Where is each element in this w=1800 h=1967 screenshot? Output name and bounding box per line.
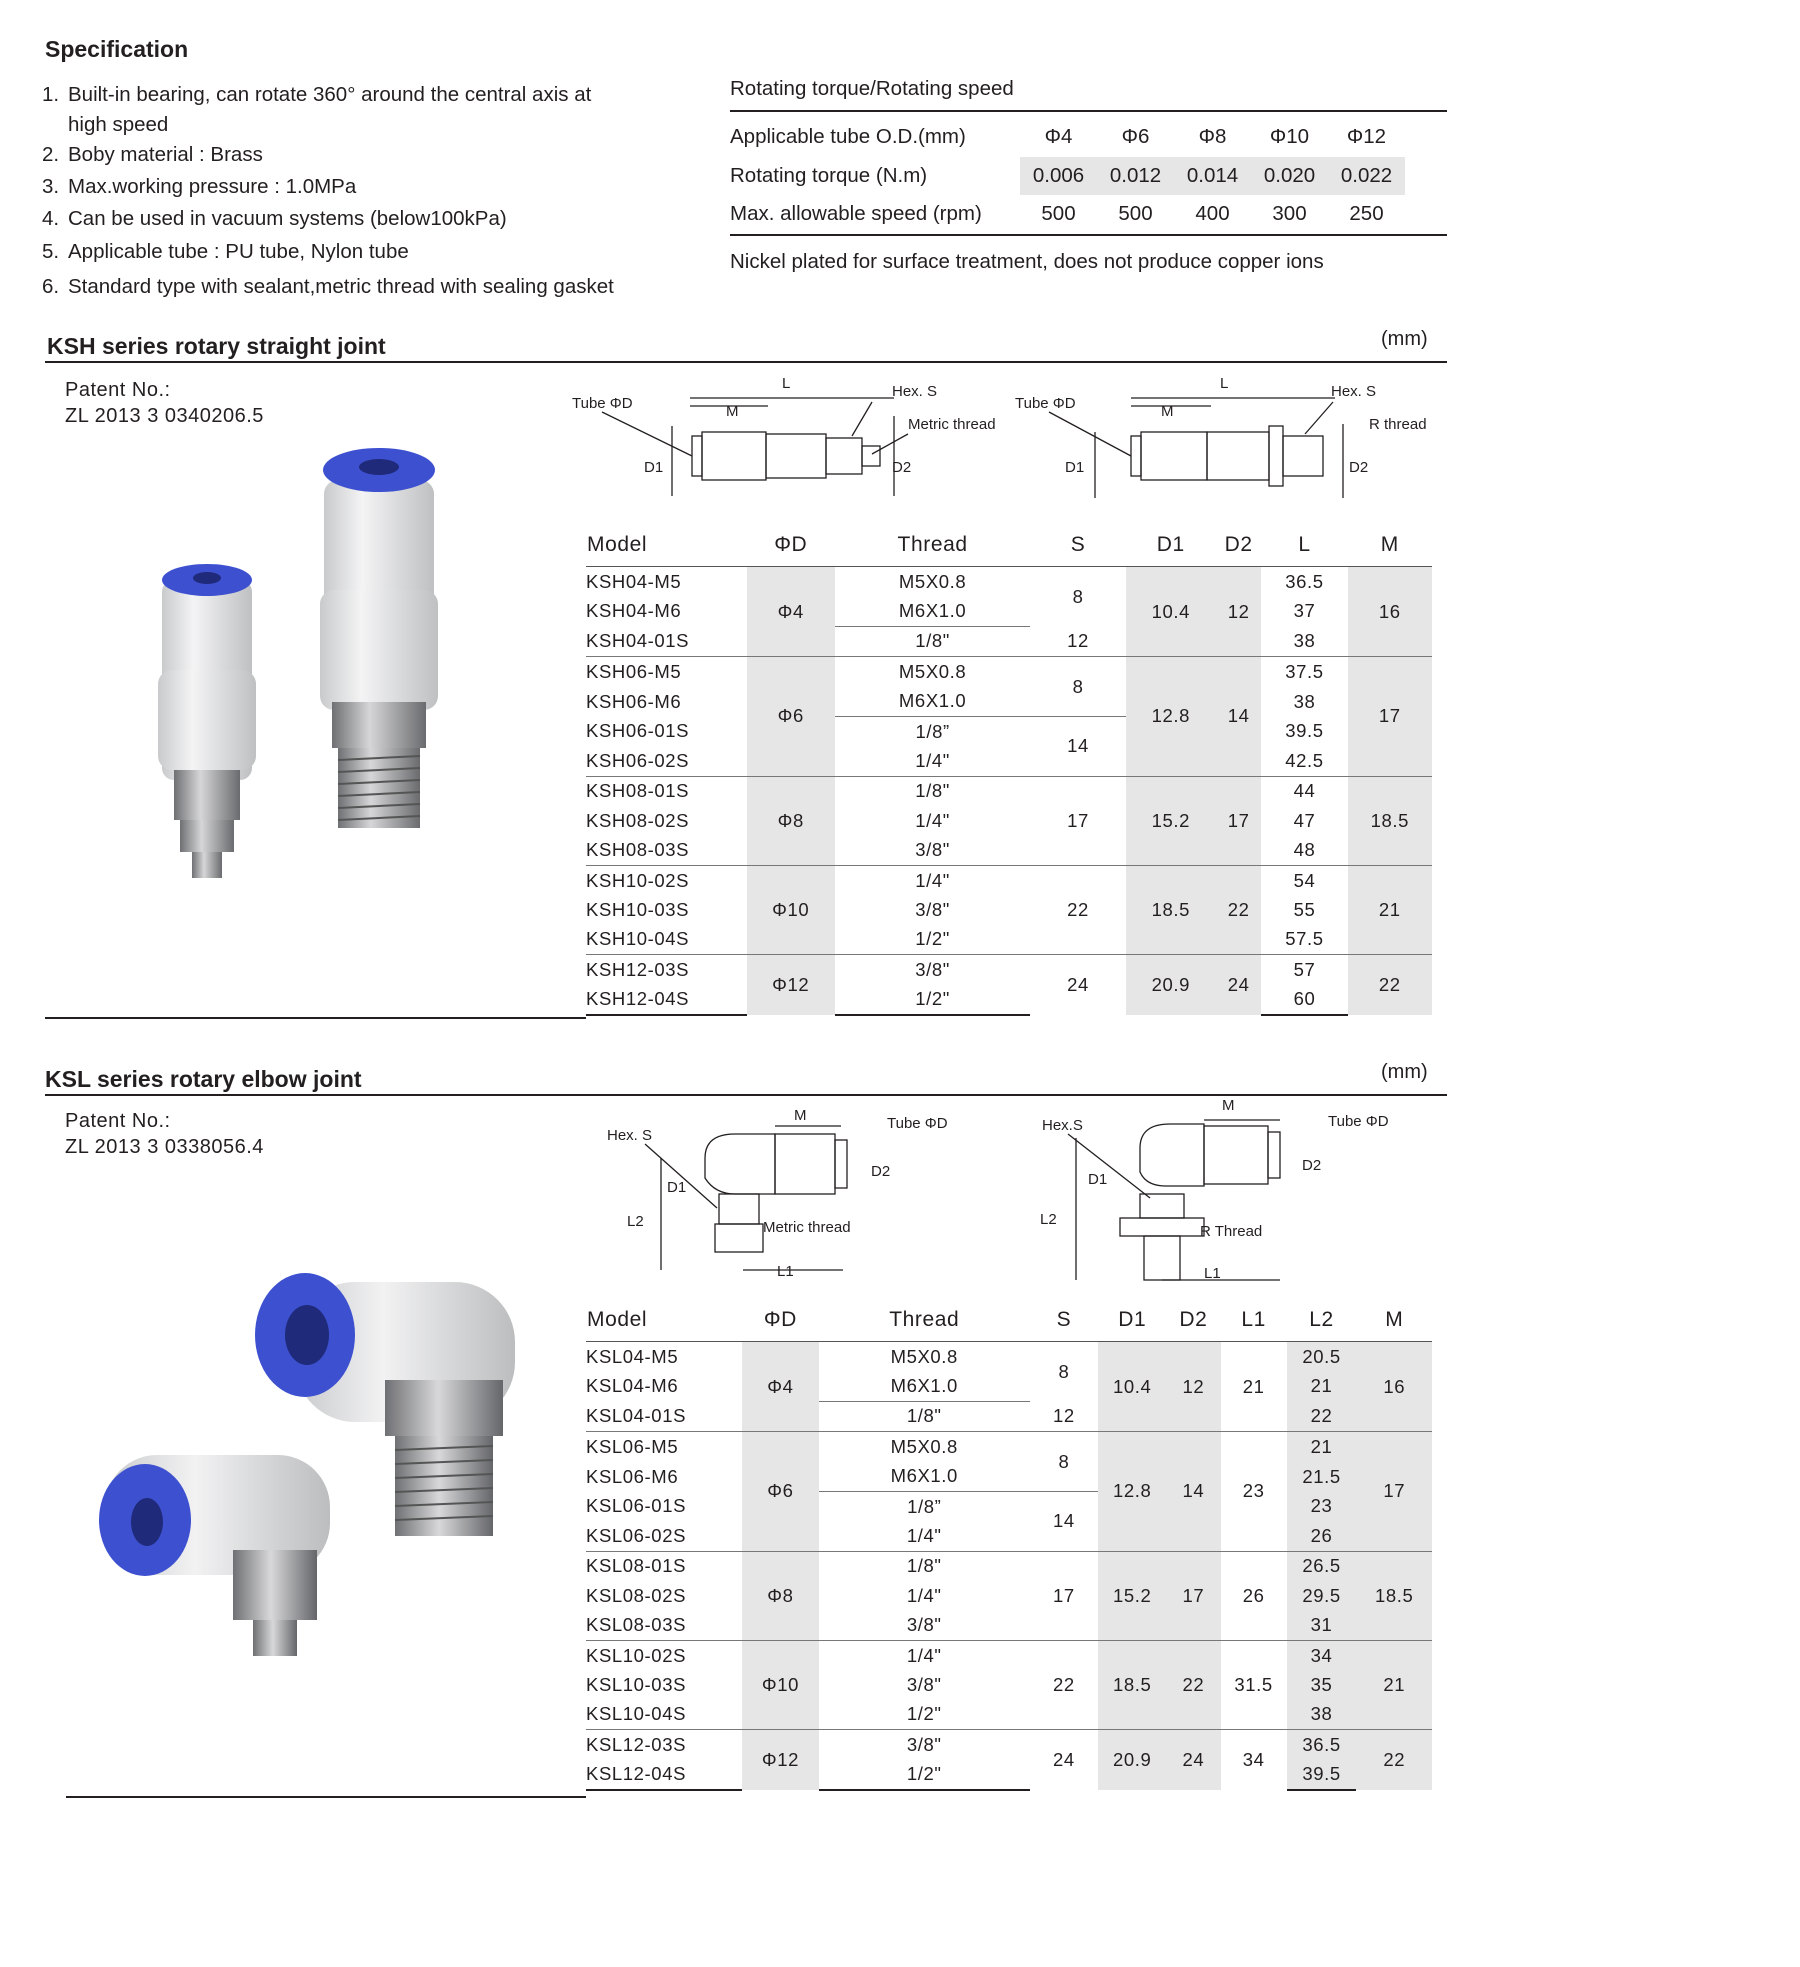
- table-cell: 37.5: [1261, 657, 1347, 687]
- spec-item-3: 3. Max.working pressure : 1.0MPa: [42, 175, 357, 198]
- table-cell: 18.5: [1348, 776, 1432, 865]
- table-cell: 24: [1216, 955, 1261, 1015]
- table-row: [586, 984, 1432, 1014]
- table-cell: 8: [1030, 1342, 1099, 1402]
- table-row: [586, 1640, 1432, 1670]
- table-cell: 1/8": [819, 1551, 1029, 1581]
- table-cell: 22: [1030, 865, 1125, 954]
- table-cell: KSH08-03S: [586, 839, 690, 861]
- ksl-spec-table: [586, 1299, 1432, 1791]
- table-cell: 1/4": [835, 865, 1031, 895]
- diagram-label: L1: [777, 1263, 794, 1280]
- table-cell: 44: [1261, 776, 1347, 806]
- ksh-product-photo: [140, 440, 470, 920]
- table-cell: 14: [1166, 1432, 1220, 1552]
- table-cell: KSH12-04S: [586, 984, 747, 1014]
- diagram-label: M: [1161, 403, 1174, 420]
- table-cell: 34: [1221, 1730, 1287, 1790]
- table-cell: 17: [1348, 657, 1432, 777]
- table-cell: 22: [1287, 1401, 1357, 1431]
- table-cell: 8: [1030, 567, 1125, 627]
- table-cell: 400: [1195, 202, 1230, 226]
- table-cell: Rotating torque (N.m): [730, 163, 928, 187]
- table-cell: 60: [1261, 984, 1347, 1014]
- table-cell: 12: [1067, 630, 1089, 652]
- ksl-product-photo: [95, 1230, 535, 1670]
- table-row: [586, 1551, 1432, 1581]
- ksl-diagram-r-thread: [1040, 1098, 1440, 1288]
- table-cell: KSH10-04S: [586, 928, 690, 950]
- table-row: [586, 746, 1432, 776]
- table-cell: KSL08-03S: [586, 1614, 687, 1636]
- table-cell: 3/8": [906, 1673, 942, 1695]
- table-row: [586, 657, 1432, 687]
- table-cell: 8: [1030, 657, 1125, 717]
- table-cell: 500: [1041, 202, 1076, 226]
- diagram-label: Hex. S: [1331, 383, 1377, 400]
- table-cell: KSH06-M6: [586, 690, 682, 712]
- table-cell: KSL10-03S: [586, 1673, 687, 1695]
- spec-item-5: 5. Applicable tube : PU tube, Nylon tube: [42, 240, 409, 263]
- diagram-label: R thread: [1369, 416, 1427, 433]
- diagram-label: Metric thread: [763, 1219, 851, 1236]
- table-cell: 26: [1287, 1521, 1357, 1551]
- rotating-row-torque: [730, 157, 1405, 196]
- table-cell: 0.014: [1174, 157, 1251, 196]
- table-row: [586, 1700, 1432, 1730]
- table-cell: Model: [586, 524, 747, 567]
- table-cell: Φ8: [1198, 125, 1227, 149]
- table-cell: 8: [1030, 1432, 1099, 1492]
- table-cell: 34: [1287, 1640, 1357, 1670]
- table-cell: 24: [1030, 1730, 1099, 1790]
- table-cell: 23: [1287, 1491, 1357, 1521]
- ksh-diagram-r-thread: [1015, 376, 1455, 506]
- spec-item-6: 6. Standard type with sealant,metric thread with sealing gasket: [42, 275, 614, 298]
- table-cell: 39.5: [1287, 1759, 1357, 1789]
- table-cell: KSH06-01S: [586, 720, 690, 742]
- table-cell: KSH04-01S: [586, 630, 690, 652]
- table-cell: Applicable tube O.D.(mm): [730, 125, 966, 149]
- table-row: [586, 806, 1432, 835]
- diagram-label: D1: [644, 459, 664, 476]
- table-cell: 38: [1287, 1700, 1357, 1730]
- table-cell: 250: [1349, 202, 1384, 226]
- diagram-label: M: [726, 403, 739, 420]
- table-cell: KSH06-02S: [586, 750, 690, 772]
- rotating-note: Nickel plated for surface treatment, does not produce copper ions: [730, 250, 1324, 273]
- diagram-label: D2: [1349, 459, 1369, 476]
- table-cell: 22: [1356, 1730, 1432, 1790]
- table-cell: 12: [1216, 567, 1261, 657]
- table-row: [586, 1342, 1432, 1372]
- table-cell: KSH04-M5: [586, 567, 747, 597]
- table-cell: KSL06-01S: [586, 1495, 687, 1517]
- table-row: [586, 626, 1432, 656]
- table-row: [586, 865, 1432, 895]
- table-cell: 42.5: [1285, 750, 1324, 772]
- table-cell: Φ12: [1346, 125, 1387, 149]
- table-cell: Model: [586, 1299, 742, 1342]
- table-row: [586, 716, 1432, 746]
- table-cell: Φ8: [742, 1551, 819, 1640]
- table-row: [586, 1432, 1432, 1462]
- table-cell: M6X1.0: [819, 1371, 1029, 1401]
- table-cell: 31: [1287, 1611, 1357, 1641]
- table-cell: 300: [1272, 202, 1307, 226]
- table-cell: Φ6: [1121, 125, 1150, 149]
- table-cell: 26.5: [1287, 1551, 1357, 1581]
- table-cell: 16: [1348, 567, 1432, 657]
- table-cell: KSL08-02S: [586, 1584, 687, 1606]
- table-cell: KSL10-04S: [586, 1703, 687, 1725]
- table-cell: 47: [1293, 809, 1316, 831]
- diagram-label: D1: [667, 1179, 687, 1196]
- table-row: [586, 1491, 1432, 1521]
- table-cell: L: [1261, 524, 1347, 567]
- table-cell: 10.4: [1126, 567, 1216, 657]
- table-cell: 0.020: [1251, 157, 1328, 196]
- table-cell: 35: [1287, 1670, 1357, 1699]
- ksh-title: KSH series rotary straight joint: [47, 333, 386, 359]
- table-cell: 12.8: [1126, 657, 1216, 777]
- table-cell: 0.022: [1328, 157, 1405, 196]
- table-row: [586, 1521, 1432, 1551]
- table-row: [586, 836, 1432, 866]
- table-cell: 3/8": [915, 898, 950, 920]
- spec-heading: Specification: [45, 36, 189, 62]
- table-cell: 1/8”: [907, 1495, 942, 1517]
- table-cell: 1/2": [906, 1703, 942, 1725]
- table-cell: KSH08-01S: [586, 776, 747, 806]
- table-cell: Thread: [819, 1299, 1029, 1342]
- table-cell: M: [1356, 1299, 1432, 1342]
- table-cell: KSL04-M5: [586, 1342, 742, 1372]
- table-cell: 37: [1293, 600, 1316, 622]
- ksh-title-rule: [45, 361, 1447, 363]
- diagram-label: L: [1220, 376, 1229, 392]
- table-cell: 1/2": [835, 984, 1031, 1014]
- ksl-patent: Patent No.: ZL 2013 3 0338056.4: [65, 1110, 264, 1158]
- table-cell: 17: [1166, 1551, 1220, 1640]
- table-cell: 36.5: [1261, 567, 1347, 597]
- table-cell: 21: [1287, 1432, 1357, 1462]
- table-row: [586, 1401, 1432, 1431]
- table-row: [586, 955, 1432, 985]
- table-cell: 12: [1052, 1405, 1075, 1427]
- table-cell: 1/4": [819, 1640, 1029, 1670]
- table-cell: 17: [1030, 1551, 1099, 1640]
- table-cell: 57: [1261, 955, 1347, 985]
- table-cell: M6X1.0: [835, 596, 1031, 626]
- table-cell: 54: [1261, 865, 1347, 895]
- table-cell: 1/4": [906, 1584, 942, 1606]
- table-cell: 22: [1166, 1640, 1220, 1729]
- diagram-label: Tube ΦD: [1328, 1113, 1389, 1130]
- table-cell: 26: [1221, 1551, 1287, 1640]
- table-cell: KSL04-M6: [586, 1375, 679, 1397]
- table-cell: ΦD: [747, 524, 835, 567]
- diagram-label: L1: [1204, 1265, 1221, 1282]
- table-cell: 57.5: [1285, 928, 1324, 950]
- table-cell: KSH10-03S: [586, 898, 690, 920]
- table-cell: KSL06-M6: [586, 1465, 679, 1487]
- table-cell: KSL12-03S: [586, 1730, 742, 1760]
- table-row: [586, 687, 1432, 717]
- table-cell: 22: [1030, 1640, 1099, 1729]
- table-cell: 23: [1221, 1432, 1287, 1552]
- table-cell: 14: [1067, 735, 1089, 757]
- table-cell: D1: [1126, 524, 1216, 567]
- table-cell: M6X1.0: [835, 687, 1031, 717]
- table-row: [586, 925, 1432, 955]
- table-cell: M5X0.8: [835, 657, 1031, 687]
- table-cell: KSL04-01S: [586, 1405, 687, 1427]
- table-cell: 24: [1030, 955, 1125, 1015]
- spec-item-2: 2. Boby material : Brass: [42, 143, 263, 166]
- table-row: [586, 596, 1432, 626]
- table-cell: M5X0.8: [835, 567, 1031, 597]
- ksl-title: KSL series rotary elbow joint: [45, 1066, 362, 1092]
- table-row: [586, 1462, 1432, 1492]
- table-cell: 31.5: [1221, 1640, 1287, 1729]
- table-cell: M: [1348, 524, 1432, 567]
- table-cell: 22: [1348, 955, 1432, 1015]
- table-cell: 3/8": [819, 1730, 1029, 1760]
- table-row: [586, 1371, 1432, 1401]
- table-cell: KSL10-02S: [586, 1640, 742, 1670]
- spec-item-4: 4. Can be used in vacuum systems (below100kPa): [42, 207, 507, 230]
- table-cell: Φ8: [747, 776, 835, 865]
- diagram-label: Hex.S: [1042, 1117, 1083, 1134]
- ksl-unit: (mm): [1381, 1061, 1428, 1083]
- table-cell: 12.8: [1098, 1432, 1166, 1552]
- table-row: [586, 1611, 1432, 1641]
- table-cell: Φ4: [1044, 125, 1073, 149]
- table-cell: KSH08-02S: [586, 809, 690, 831]
- table-cell: 38: [1293, 630, 1316, 652]
- table-cell: M5X0.8: [819, 1342, 1029, 1372]
- diagram-label: D2: [1302, 1157, 1322, 1174]
- ksl-bottom-rule: [66, 1796, 586, 1798]
- table-cell: 38: [1293, 690, 1316, 712]
- table-cell: 1/4": [915, 750, 950, 772]
- table-row: [586, 776, 1432, 806]
- table-cell: 17: [1216, 776, 1261, 865]
- table-cell: 500: [1118, 202, 1153, 226]
- ksh-table-header: [586, 524, 1432, 567]
- table-cell: 10.4: [1098, 1342, 1166, 1432]
- table-cell: S: [1030, 524, 1125, 567]
- table-cell: KSH10-02S: [586, 865, 747, 895]
- rotating-rule-bottom: [730, 234, 1447, 236]
- table-cell: 55: [1293, 898, 1316, 920]
- table-cell: M5X0.8: [819, 1432, 1029, 1462]
- table-cell: KSL08-01S: [586, 1551, 742, 1581]
- table-cell: 12: [1166, 1342, 1220, 1432]
- table-cell: L1: [1221, 1299, 1287, 1342]
- table-cell: KSH04-M6: [586, 600, 682, 622]
- table-cell: 1/8”: [915, 720, 950, 742]
- table-cell: 18.5: [1356, 1551, 1432, 1640]
- table-cell: Φ4: [747, 567, 835, 657]
- diagram-label: L2: [627, 1213, 644, 1230]
- table-cell: Φ10: [742, 1640, 819, 1729]
- table-cell: Φ12: [742, 1730, 819, 1790]
- diagram-label: L2: [1040, 1211, 1057, 1228]
- table-row: [586, 1670, 1432, 1699]
- diagram-label: Tube ΦD: [572, 395, 633, 412]
- table-row: [586, 567, 1432, 597]
- table-row: [586, 895, 1432, 924]
- table-cell: 36.5: [1287, 1730, 1357, 1760]
- table-row: [586, 1581, 1432, 1610]
- ksl-diagram-metric: [605, 1098, 1005, 1288]
- table-cell: 0.006: [1020, 157, 1097, 196]
- table-cell: 16: [1356, 1342, 1432, 1432]
- table-cell: 22: [1216, 865, 1261, 954]
- table-cell: 3/8": [915, 839, 950, 861]
- table-cell: 21: [1348, 865, 1432, 954]
- table-cell: 21: [1356, 1640, 1432, 1729]
- table-cell: Φ10: [1269, 125, 1310, 149]
- ksh-patent: Patent No.: ZL 2013 3 0340206.5: [65, 379, 264, 427]
- rotating-rule-top: [730, 110, 1447, 112]
- diagram-label: D2: [871, 1163, 891, 1180]
- table-cell: 21: [1221, 1342, 1287, 1432]
- table-cell: 18.5: [1126, 865, 1216, 954]
- table-cell: 1/8": [906, 1405, 942, 1427]
- diagram-label: M: [794, 1107, 807, 1124]
- diagram-label: D1: [1065, 459, 1085, 476]
- table-cell: Φ10: [747, 865, 835, 954]
- table-row: [586, 1759, 1432, 1789]
- table-cell: 1/8": [835, 776, 1031, 806]
- diagram-label: Hex. S: [892, 383, 938, 400]
- table-cell: KSL06-02S: [586, 1525, 687, 1547]
- table-cell: 14: [1216, 657, 1261, 777]
- table-cell: Φ6: [747, 657, 835, 777]
- diagram-label: D1: [1088, 1171, 1108, 1188]
- table-cell: KSL12-04S: [586, 1759, 742, 1789]
- table-cell: 29.5: [1287, 1581, 1357, 1610]
- diagram-label: Metric thread: [908, 416, 996, 433]
- rotating-table: [730, 118, 1405, 234]
- table-cell: KSL06-M5: [586, 1432, 742, 1462]
- table-cell: Φ12: [747, 955, 835, 1015]
- table-cell: Φ4: [742, 1342, 819, 1432]
- ksh-bottom-rule: [45, 1017, 586, 1019]
- table-cell: Φ6: [742, 1432, 819, 1552]
- rotating-title: Rotating torque/Rotating speed: [730, 77, 1014, 100]
- ksh-diagram-metric: [572, 376, 1012, 506]
- table-cell: L2: [1287, 1299, 1357, 1342]
- table-cell: 17: [1356, 1432, 1432, 1552]
- table-cell: 18.5: [1098, 1640, 1166, 1729]
- table-cell: 39.5: [1285, 720, 1324, 742]
- ksh-unit: (mm): [1381, 328, 1428, 350]
- table-cell: S: [1030, 1299, 1099, 1342]
- table-cell: KSH12-03S: [586, 955, 747, 985]
- table-cell: 17: [1030, 776, 1125, 865]
- diagram-label: D2: [892, 459, 912, 476]
- table-cell: 1/4": [906, 1525, 942, 1547]
- table-cell: 21: [1287, 1371, 1357, 1401]
- table-cell: 3/8": [835, 955, 1031, 985]
- table-cell: 20.5: [1287, 1342, 1357, 1372]
- table-cell: 20.9: [1126, 955, 1216, 1015]
- table-cell: 24: [1166, 1730, 1220, 1790]
- diagram-label: R Thread: [1200, 1223, 1263, 1240]
- table-cell: 1/8": [915, 630, 950, 652]
- ksl-table-header: [586, 1299, 1432, 1342]
- ksl-title-rule: [45, 1094, 1447, 1096]
- ksh-spec-table: [586, 524, 1432, 1016]
- table-cell: 20.9: [1098, 1730, 1166, 1790]
- table-cell: 14: [1052, 1510, 1075, 1532]
- table-cell: 21.5: [1287, 1462, 1357, 1492]
- rotating-row-od: [730, 118, 1405, 157]
- diagram-label: M: [1222, 1098, 1235, 1114]
- diagram-label: Tube ΦD: [1015, 395, 1076, 412]
- table-cell: 15.2: [1126, 776, 1216, 865]
- table-cell: 3/8": [906, 1614, 942, 1636]
- table-cell: 1/4": [915, 809, 950, 831]
- diagram-label: Tube ΦD: [887, 1115, 948, 1132]
- spec-item-1: 1. Built-in bearing, can rotate 360° around the central axis at high speed: [42, 83, 592, 136]
- table-cell: 1/2": [915, 928, 950, 950]
- table-cell: 0.012: [1097, 157, 1174, 196]
- rotating-row-speed: [730, 195, 1405, 234]
- table-cell: KSH06-M5: [586, 657, 747, 687]
- table-cell: ΦD: [742, 1299, 819, 1342]
- table-cell: D1: [1098, 1299, 1166, 1342]
- diagram-label: Hex. S: [607, 1127, 653, 1144]
- diagram-label: L: [782, 376, 791, 392]
- table-cell: 15.2: [1098, 1551, 1166, 1640]
- table-cell: Max. allowable speed (rpm): [730, 202, 982, 226]
- table-cell: 48: [1293, 839, 1316, 861]
- table-row: [586, 1730, 1432, 1760]
- table-cell: D2: [1216, 524, 1261, 567]
- table-cell: 1/2": [819, 1759, 1029, 1789]
- table-cell: M6X1.0: [819, 1462, 1029, 1492]
- table-cell: Thread: [835, 524, 1031, 567]
- table-cell: D2: [1166, 1299, 1220, 1342]
- spec-list: [42, 80, 682, 302]
